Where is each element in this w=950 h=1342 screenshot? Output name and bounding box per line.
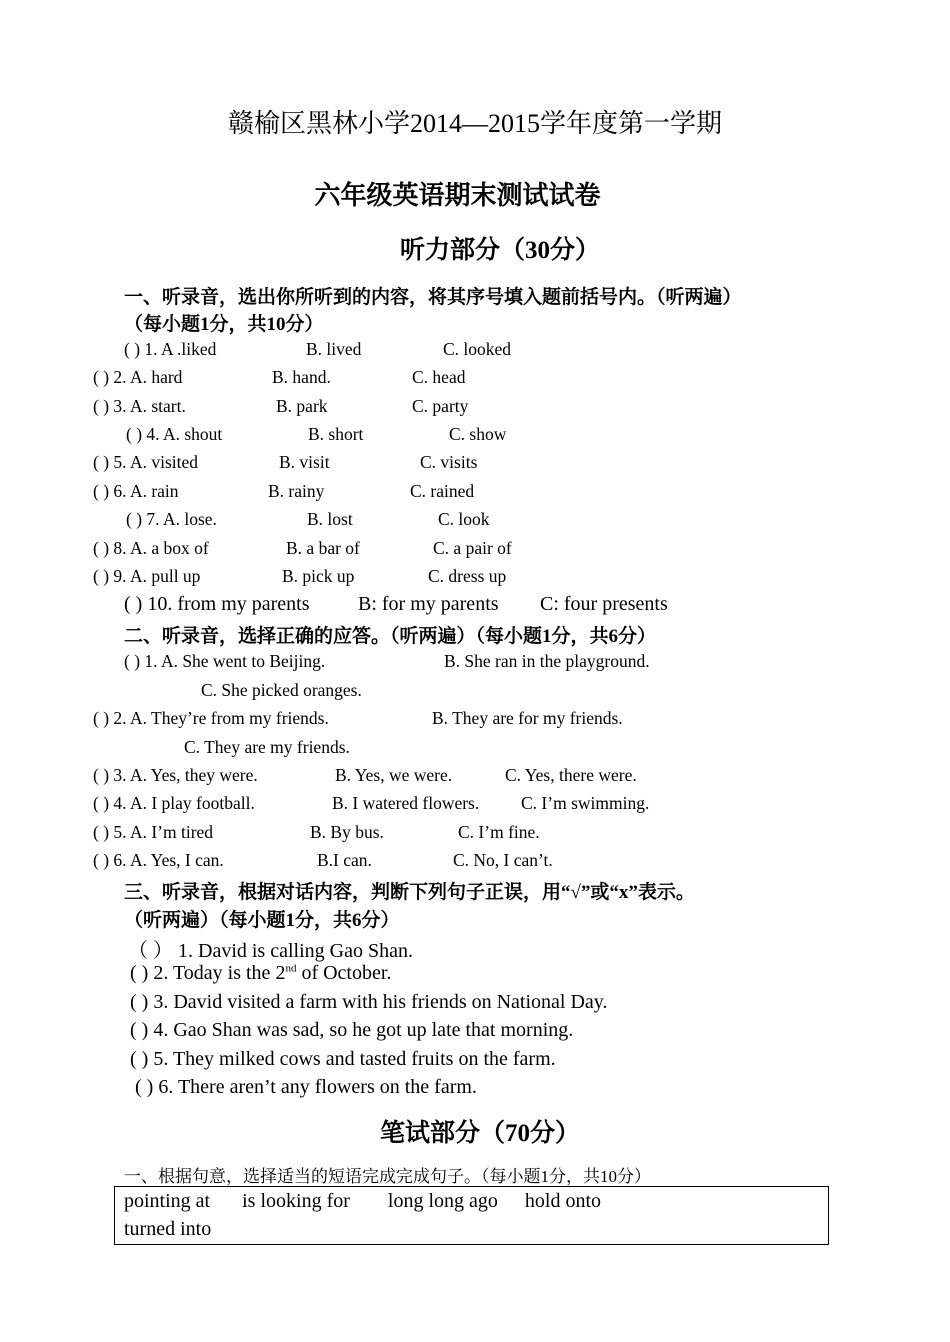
option-b: B. I watered flowers. — [332, 793, 480, 813]
statement: 4. Gao Shan was sad, so he got up late that morning. — [153, 1019, 574, 1041]
option-b: B. visit — [279, 452, 330, 472]
option-c: C. No, I can’t. — [453, 850, 553, 870]
list-item — [130, 1048, 556, 1071]
option-b: B. She ran in the playground. — [444, 651, 650, 671]
written1-heading: 一、根据句意，选择适当的短语完成完成句子。（每小题1分，共10分） — [124, 1167, 651, 1186]
answer-bracket[interactable]: ( ) — [124, 339, 141, 359]
list-item — [93, 538, 209, 559]
option-b: B. hand. — [272, 367, 331, 387]
list-item — [126, 509, 217, 530]
option-c: C: four presents — [540, 593, 668, 615]
option-c: C. a pair of — [433, 538, 512, 558]
list-item — [124, 593, 310, 616]
ordinal-suffix: nd — [285, 962, 297, 975]
option-c: C. dress up — [428, 566, 507, 586]
section2-heading: 二、听录音，选择正确的应答。（听两遍）（每小题1分，共6分） — [124, 626, 657, 647]
option-a: 4. A. I play football. — [113, 793, 255, 813]
section3-heading: 三、听录音，根据对话内容，判断下列句子正误，用“√”或“x”表示。 — [124, 882, 695, 903]
list-item — [128, 934, 413, 963]
list-item — [93, 481, 179, 502]
list-item — [130, 962, 391, 985]
answer-bracket[interactable]: ( ) — [130, 1048, 149, 1070]
option-b: B. Yes, we were. — [335, 765, 453, 785]
option-c: C. I’m fine. — [458, 822, 540, 842]
statement: 1. David is calling Gao Shan. — [178, 940, 413, 962]
option-a: 6. A. rain — [113, 481, 179, 501]
answer-bracket[interactable]: ( ) — [93, 850, 110, 870]
section1-heading: 一、听录音，选出你所听到的内容，将其序号填入题前括号内。（听两遍） — [124, 287, 742, 308]
list-item — [93, 822, 213, 843]
option-b: B.I can. — [317, 850, 372, 870]
option-c: C. head — [412, 367, 466, 387]
option-c: C. show — [449, 424, 507, 444]
option-b: B. lived — [306, 339, 362, 359]
option-a: 5. A. visited — [113, 452, 198, 472]
option-a: 3. A. start. — [113, 396, 186, 416]
list-item — [93, 765, 258, 786]
statement-pre: 2. Today is the 2 — [153, 962, 286, 984]
list-item — [93, 396, 186, 417]
phrase: turned into — [124, 1218, 212, 1240]
listening-part-title: 听力部分（30分） — [399, 237, 600, 264]
option-b: B: for my parents — [358, 593, 499, 615]
option-a: 4. A. shout — [146, 424, 223, 444]
option-c: C. They are my friends. — [184, 737, 350, 757]
option-c: C. I’m swimming. — [521, 793, 650, 813]
option-b: B. They are for my friends. — [432, 708, 623, 728]
answer-bracket[interactable]: ( ) — [93, 396, 110, 416]
phrase-box — [114, 1186, 829, 1245]
answer-bracket[interactable]: ( ) — [93, 822, 110, 842]
list-item — [93, 367, 182, 388]
option-a: 2. A. They’re from my friends. — [113, 708, 329, 728]
answer-bracket[interactable]: ( ) — [93, 765, 110, 785]
statement: 6. There aren’t any flowers on the farm. — [158, 1076, 477, 1098]
list-item — [93, 566, 200, 587]
phrase-row — [124, 1218, 211, 1241]
answer-bracket[interactable]: ( ) — [126, 424, 143, 444]
exam-title: 六年级英语期末测试试卷 — [314, 181, 601, 210]
list-item — [124, 339, 216, 360]
option-c: C. Yes, there were. — [505, 765, 637, 785]
answer-bracket[interactable]: ( ) — [93, 481, 110, 501]
list-item — [130, 1019, 573, 1042]
option-c: C. looked — [443, 339, 512, 359]
option-a: 1. A .liked — [144, 339, 217, 359]
answer-bracket[interactable]: ( ) — [93, 566, 110, 586]
answer-bracket[interactable]: ( ) — [124, 651, 141, 671]
list-item — [93, 793, 255, 814]
list-item — [93, 850, 224, 871]
list-item — [130, 991, 608, 1014]
phrase: hold onto — [524, 1190, 602, 1212]
section1-heading-line2: （每小题1分，共10分） — [124, 314, 324, 335]
option-a: 9. A. pull up — [113, 566, 201, 586]
option-c: C. party — [412, 396, 469, 416]
option-a: 7. A. lose. — [146, 509, 217, 529]
statement-post: of October. — [296, 962, 392, 984]
option-a: 10. from my parents — [147, 593, 310, 615]
option-b: B. park — [276, 396, 328, 416]
option-a: 1. A. She went to Beijing. — [144, 651, 326, 671]
option-b: B. By bus. — [310, 822, 384, 842]
option-b: B. rainy — [268, 481, 325, 501]
option-c: C. visits — [420, 452, 478, 472]
answer-bracket[interactable]: ( ) — [130, 962, 149, 984]
phrase: long long ago — [387, 1190, 498, 1212]
option-b: B. a bar of — [286, 538, 360, 558]
option-a: 6. A. Yes, I can. — [113, 850, 224, 870]
answer-bracket[interactable]: ( ) — [93, 793, 110, 813]
list-item — [93, 708, 329, 729]
option-a: 3. A. Yes, they were. — [113, 765, 258, 785]
section3-heading-line2: （听两遍）（每小题1分，共6分） — [124, 910, 400, 931]
option-b: B. lost — [307, 509, 353, 529]
phrase: pointing at — [124, 1190, 211, 1212]
list-item — [126, 424, 222, 445]
answer-bracket[interactable]: ( ) — [124, 593, 143, 615]
answer-bracket[interactable]: （ ） — [128, 940, 173, 962]
answer-bracket[interactable]: ( ) — [130, 991, 149, 1013]
phrase: is looking for — [242, 1190, 350, 1212]
statement — [153, 962, 391, 984]
statement: 3. David visited a farm with his friends on National Day. — [153, 991, 608, 1013]
answer-bracket[interactable]: ( ) — [93, 452, 110, 472]
answer-bracket[interactable]: ( ) — [130, 1019, 149, 1041]
list-item — [135, 1076, 477, 1099]
answer-bracket[interactable]: ( ) — [135, 1076, 154, 1098]
answer-bracket[interactable]: ( ) — [93, 538, 110, 558]
answer-bracket[interactable]: ( ) — [93, 367, 110, 387]
answer-bracket[interactable]: ( ) — [126, 509, 143, 529]
statement: 5. They milked cows and tasted fruits on the farm. — [153, 1048, 556, 1070]
school-title: 赣榆区黑林小学2014—2015学年度第一学期 — [227, 109, 722, 138]
option-a: 8. A. a box of — [113, 538, 209, 558]
option-b: B. pick up — [282, 566, 355, 586]
option-a: 2. A. hard — [113, 367, 183, 387]
phrase-row — [124, 1190, 601, 1213]
answer-bracket[interactable]: ( ) — [93, 708, 110, 728]
option-c: C. She picked oranges. — [201, 680, 362, 700]
writing-part-title: 笔试部分（70分） — [379, 1120, 580, 1147]
list-item — [124, 651, 325, 672]
option-c: C. rained — [410, 481, 475, 501]
option-a: 5. A. I’m tired — [113, 822, 214, 842]
option-c: C. look — [438, 509, 490, 529]
list-item — [93, 452, 198, 473]
option-b: B. short — [308, 424, 364, 444]
